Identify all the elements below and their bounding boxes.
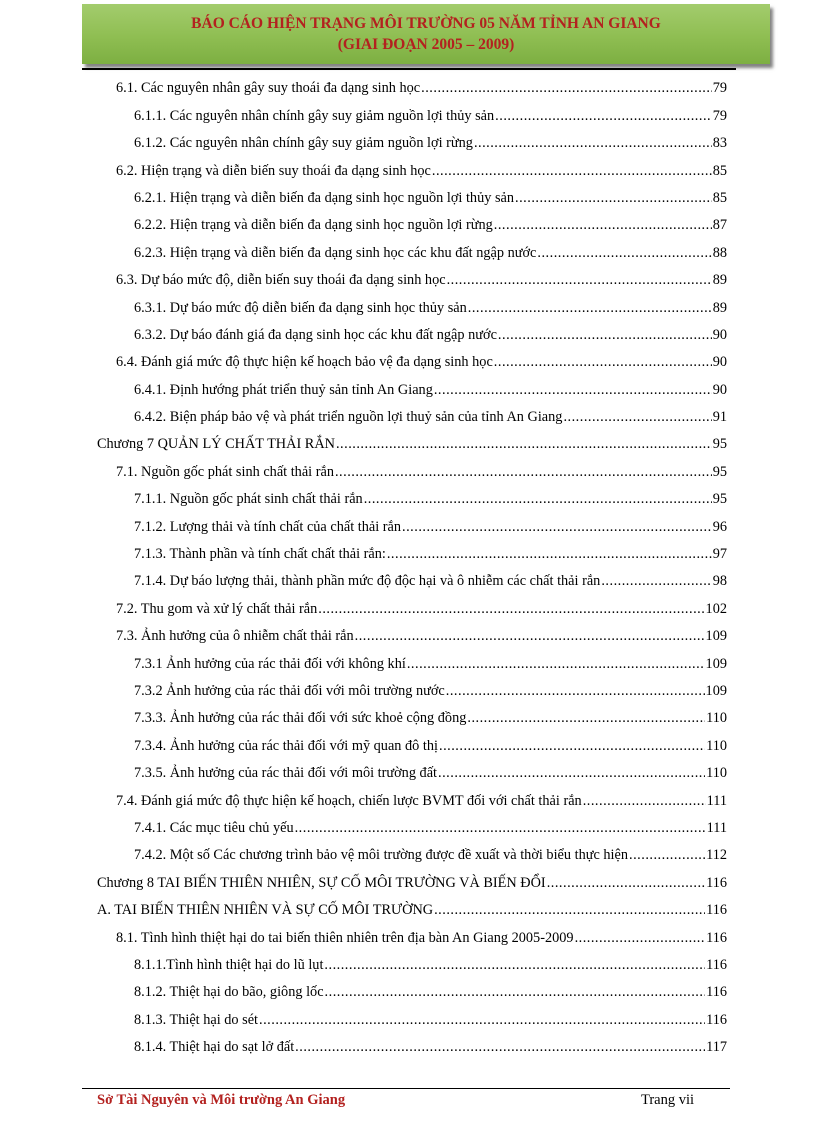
toc-entry-page: 83 [712, 135, 727, 152]
toc-dot-leader [335, 463, 712, 481]
toc-dot-leader [324, 956, 705, 974]
toc-entry-page: 110 [706, 737, 727, 754]
toc-entry-title: 7.4. Đánh giá mức độ thực hiện kế hoạch, chiến lược BVMT đối với chất thải rắn [116, 792, 582, 809]
header-title-line1: BÁO CÁO HIỆN TRẠNG MÔI TRƯỜNG 05 NĂM TỈNH AN GIANG [191, 15, 661, 32]
toc-entry-title: 7.1.3. Thành phần và tính chất chất thải rắn: [134, 546, 386, 563]
toc-entry[interactable] [97, 371, 727, 398]
toc-entry-title: 6.2. Hiện trạng và diễn biến suy thoái đa dạng sinh học [116, 162, 431, 179]
footer-page-number: Trang vii [641, 1092, 695, 1108]
toc-entry[interactable] [97, 481, 727, 508]
toc-dot-leader [601, 572, 711, 590]
toc-entry-title: 7.3.4. Ảnh hưởng của rác thải đối với mỹ quan đô thị [134, 737, 438, 754]
toc-dot-leader [438, 764, 705, 782]
toc-entry-title: 6.3.2. Dự báo đánh giá đa dạng sinh học các khu đất ngập nước [134, 326, 497, 343]
toc-entry-page: 109 [705, 655, 727, 672]
toc-entry-title: 7.1.1. Nguồn gốc phát sinh chất thải rắn [134, 491, 363, 508]
toc-dot-leader [468, 299, 712, 317]
toc-entry[interactable] [97, 152, 727, 179]
toc-entry[interactable] [97, 453, 727, 480]
toc-entry[interactable] [97, 70, 727, 97]
toc-entry-title: 7.3.2 Ảnh hưởng của rác thải đối với môi trường nước [134, 682, 445, 699]
toc-entry-title: 8.1. Tình hình thiệt hại do tai biến thiên nhiên trên địa bàn An Giang 2005-2009 [116, 929, 574, 946]
toc-entry-page: 95 [712, 436, 727, 453]
toc-entry-title: 8.1.2. Thiệt hại do bão, giông lốc [134, 984, 324, 1001]
toc-entry-title: 7.1.4. Dự báo lượng thải, thành phần mức độ độc hại và ô nhiễm các chất thải rắn [134, 573, 601, 590]
toc-dot-leader [537, 244, 711, 262]
toc-entry-page: 110 [706, 765, 727, 782]
toc-dot-leader [467, 709, 705, 727]
toc-dot-leader [495, 107, 712, 125]
toc-entry-page: 98 [712, 573, 727, 590]
toc-entry-title: 7.3.5. Ảnh hưởng của rác thải đối với môi trường đất [134, 765, 438, 782]
toc-entry-page: 90 [712, 326, 727, 343]
toc-dot-leader [434, 901, 705, 919]
toc-dot-leader [439, 737, 705, 755]
toc-entry-title: 6.1.2. Các nguyên nhân chính gây suy giảm nguồn lợi rừng [134, 135, 473, 152]
toc-dot-leader [407, 655, 705, 673]
toc-dot-leader [387, 545, 712, 563]
toc-entry-page: 111 [706, 792, 727, 809]
toc-entry[interactable] [97, 1001, 727, 1028]
toc-entry[interactable] [97, 919, 727, 946]
toc-entry[interactable] [97, 590, 727, 617]
toc-dot-leader [432, 162, 712, 180]
toc-entry-page: 116 [706, 929, 727, 946]
toc-entry-page: 89 [712, 299, 727, 316]
toc-entry[interactable] [97, 344, 727, 371]
toc-entry[interactable] [97, 727, 727, 754]
toc-entry[interactable] [97, 645, 727, 672]
toc-entry-page: 109 [705, 628, 727, 645]
toc-entry-page: 116 [706, 956, 727, 973]
toc-entry-page: 91 [712, 409, 727, 426]
toc-entry-title: A. TAI BIẾN THIÊN NHIÊN VÀ SỰ CỐ MÔI TRƯỜNG [97, 902, 434, 919]
toc-entry[interactable] [97, 563, 727, 590]
toc-dot-leader [494, 216, 712, 234]
toc-dot-leader [515, 189, 712, 207]
toc-entry-page: 90 [712, 354, 727, 371]
toc-dot-leader [547, 874, 705, 892]
toc-entry-page: 109 [705, 682, 727, 699]
toc-entry-page: 85 [712, 189, 727, 206]
toc-entry-page: 110 [706, 710, 727, 727]
toc-entry-title: 8.1.1.Tình hình thiệt hại do lũ lụt [134, 956, 324, 973]
toc-entry-title: 6.1.1. Các nguyên nhân chính gây suy giảm nguồn lợi thủy sản [134, 107, 495, 124]
toc-dot-leader [402, 518, 712, 536]
toc-entry-page: 112 [706, 847, 727, 864]
toc-dot-leader [583, 792, 706, 810]
toc-entry-title: 6.2.3. Hiện trạng và diễn biến đa dạng sinh học các khu đất ngập nước [134, 244, 537, 261]
toc-entry[interactable] [97, 234, 727, 261]
toc-entry-title: 7.3. Ảnh hưởng của ô nhiễm chất thải rắn [116, 628, 354, 645]
toc-entry[interactable] [97, 864, 727, 891]
toc-entry[interactable] [97, 399, 727, 426]
footer-rule [82, 1088, 730, 1089]
toc-entry[interactable] [97, 289, 727, 316]
toc-entry[interactable] [97, 180, 727, 207]
toc-entry-page: 96 [712, 518, 727, 535]
toc-entry[interactable] [97, 892, 727, 919]
toc-dot-leader [421, 79, 712, 97]
toc-entry-page: 85 [712, 162, 727, 179]
toc-entry[interactable] [97, 673, 727, 700]
toc-entry-page: 87 [712, 217, 727, 234]
toc-dot-leader [259, 1011, 705, 1029]
toc-entry[interactable] [97, 947, 727, 974]
toc-entry[interactable] [97, 317, 727, 344]
table-of-contents [97, 70, 727, 1056]
toc-entry-page: 111 [706, 819, 727, 836]
toc-entry[interactable] [97, 618, 727, 645]
toc-dot-leader [336, 435, 712, 453]
toc-entry[interactable] [97, 207, 727, 234]
toc-dot-leader [563, 408, 711, 426]
toc-dot-leader [629, 846, 705, 864]
toc-entry[interactable] [97, 810, 727, 837]
toc-dot-leader [474, 134, 712, 152]
toc-entry-title: 7.1. Nguồn gốc phát sinh chất thải rắn [116, 463, 334, 480]
toc-entry-page: 116 [706, 874, 727, 891]
toc-entry-page: 79 [712, 80, 727, 97]
toc-entry[interactable] [97, 262, 727, 289]
toc-dot-leader [575, 929, 706, 947]
toc-entry-page: 116 [706, 984, 727, 1001]
toc-dot-leader [447, 271, 712, 289]
toc-entry-title: 8.1.4. Thiệt hại do sạt lở đất [134, 1039, 295, 1056]
toc-entry-page: 95 [712, 463, 727, 480]
toc-entry-title: 8.1.3. Thiệt hại do sét [134, 1011, 259, 1028]
toc-entry-title: 6.2.2. Hiện trạng và diễn biến đa dạng sinh học nguồn lợi rừng [134, 217, 493, 234]
toc-entry[interactable] [97, 974, 727, 1001]
toc-entry-page: 116 [706, 902, 727, 919]
toc-entry[interactable] [97, 508, 727, 535]
toc-entry-page: 89 [712, 272, 727, 289]
toc-dot-leader [355, 627, 705, 645]
toc-entry-title: Chương 8 TAI BIẾN THIÊN NHIÊN, SỰ CỐ MÔI TRƯỜNG VÀ BIẾN ĐỔI [97, 874, 546, 891]
toc-dot-leader [434, 381, 712, 399]
toc-dot-leader [318, 600, 704, 618]
toc-entry-page: 97 [712, 546, 727, 563]
toc-entry-page: 102 [705, 600, 727, 617]
toc-entry[interactable] [97, 700, 727, 727]
toc-dot-leader [446, 682, 705, 700]
toc-entry-page: 88 [712, 244, 727, 261]
footer-organization: Sở Tài Nguyên và Môi trường An Giang [97, 1092, 346, 1108]
toc-entry-page: 117 [706, 1039, 727, 1056]
toc-entry-title: 6.2.1. Hiện trạng và diễn biến đa dạng sinh học nguồn lợi thủy sản [134, 189, 515, 206]
toc-entry[interactable] [97, 536, 727, 563]
toc-dot-leader [295, 1038, 705, 1056]
toc-entry-title: 6.1. Các nguyên nhân gây suy thoái đa dạng sinh học [116, 80, 421, 97]
toc-entry-title: 6.3. Dự báo mức độ, diễn biến suy thoái đa dạng sinh học [116, 272, 446, 289]
toc-entry-title: 6.3.1. Dự báo mức độ diễn biến đa dạng sinh học thủy sản [134, 299, 467, 316]
toc-entry[interactable] [97, 97, 727, 124]
toc-entry[interactable] [97, 837, 727, 864]
toc-entry-page: 79 [712, 107, 727, 124]
toc-entry-page: 95 [712, 491, 727, 508]
toc-entry-title: Chương 7 QUẢN LÝ CHẤT THẢI RẮN [97, 436, 335, 453]
toc-entry[interactable] [97, 755, 727, 782]
toc-entry[interactable] [97, 125, 727, 152]
toc-entry-title: 7.2. Thu gom và xử lý chất thải rắn [116, 600, 318, 617]
toc-entry[interactable] [97, 426, 727, 453]
toc-entry-title: 6.4. Đánh giá mức độ thực hiện kế hoạch bảo vệ đa dạng sinh học [116, 354, 493, 371]
toc-entry-title: 7.3.3. Ảnh hưởng của rác thải đối với sức khoẻ cộng đồng [134, 710, 467, 727]
toc-entry-title: 6.4.1. Định hướng phát triển thuỷ sản tỉnh An Giang [134, 381, 433, 398]
header-banner [82, 4, 770, 64]
toc-entry-title: 6.4.2. Biện pháp bảo vệ và phát triển nguồn lợi thuỷ sản của tỉnh An Giang [134, 409, 563, 426]
toc-dot-leader [364, 490, 712, 508]
toc-entry-title: 7.1.2. Lượng thải và tính chất của chất thải rắn [134, 518, 402, 535]
toc-entry-page: 116 [706, 1011, 727, 1028]
toc-dot-leader [494, 353, 712, 371]
toc-dot-leader [498, 326, 712, 344]
toc-dot-leader [325, 983, 706, 1001]
toc-entry-title: 7.4.1. Các mục tiêu chủ yếu [134, 819, 294, 836]
toc-entry-title: 7.4.2. Một số Các chương trình bảo vệ môi trường được đề xuất và thời biểu thực hiện [134, 847, 629, 864]
toc-entry-page: 90 [712, 381, 727, 398]
toc-entry[interactable] [97, 782, 727, 809]
toc-entry[interactable] [97, 1029, 727, 1056]
toc-entry-title: 7.3.1 Ảnh hưởng của rác thải đối với không khí [134, 655, 406, 672]
toc-dot-leader [295, 819, 706, 837]
header-title-line2: (GIAI ĐOẠN 2005 – 2009) [337, 36, 515, 53]
